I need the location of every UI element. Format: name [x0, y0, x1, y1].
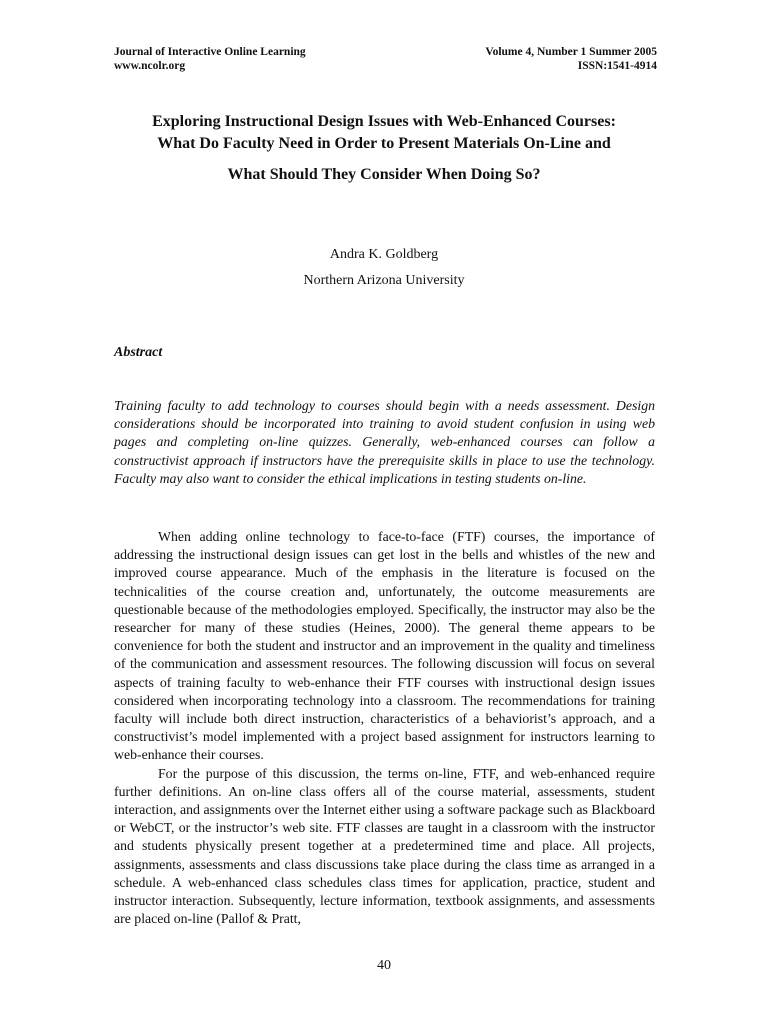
- page-number: 40: [377, 958, 391, 973]
- title-line-1: Exploring Instructional Design Issues with Web-Enhanced Courses:: [152, 113, 616, 130]
- paragraph: When adding online technology to face-to-face (FTF) courses, the importance of addressing the instructional design issues can get lost in the bells and whistles of the new and improved course appearance. Much of the emphasis in the literature is focused on the technicalities of the course creation and, unfortunately, the outcome measurements are questionable because of the methodologies employed. Specifically, the instructor may also be the researcher for many of these studies (Heines, 2000). The general theme appears to be convenience for both the student and instructor and an improvement in the quality and timeliness of the communication and assessment resources. The following discussion will focus on several aspects of training faculty to web-enhance their FTF courses with instructional design issues considered when incorporating technology into a classroom. The recommendations for training faculty will include both direct instruction, characteristics of a behaviorist’s approach, and a constructivist’s model implemented with a project based assignment for instructors learning to web-enhance their courses.: [114, 529, 655, 763]
- volume-info: Volume 4, Number 1 Summer 2005: [485, 46, 657, 58]
- journal-name: Journal of Interactive Online Learning: [114, 46, 306, 58]
- abstract-text: Training faculty to add technology to courses should begin with a needs assessment. Design considerations should be incorporated into training to avoid student confusion in using web pages and completing on-line quizzes. Generally, web-enhanced courses can follow a constructivist approach if instructors have the prerequisite skills in place to use the technology. Faculty may also want to consider the ethical implications in testing students on-line.: [114, 398, 655, 486]
- issn: ISSN:1541-4914: [577, 60, 657, 72]
- title-line-3: What Should They Consider When Doing So?: [227, 166, 541, 183]
- paragraph: For the purpose of this discussion, the terms on-line, FTF, and web-enhanced require further definitions. An on-line class offers all of the course material, assessments, student interaction, and assignments over the Internet either using a software package such as Blackboard or WebCT, or the instructor’s web site. FTF classes are taught in a classroom with the instructor and students physically present together at a predetermined time and place. All projects, assignments, assessments and class discussions take place during the class time as arranged in a schedule. A web-enhanced class schedules class times for application, practice, student and instructor interaction. Subsequently, lecture information, textbook assignments, and assessments are placed on-line (Pallof & Pratt,: [114, 765, 655, 927]
- author-affiliation: Northern Arizona University: [303, 273, 465, 288]
- running-header: [114, 45, 657, 73]
- author-block: [114, 242, 654, 294]
- title-line-2: What Do Faculty Need in Order to Present Materials On-Line and: [157, 135, 611, 152]
- paper-title: [114, 111, 654, 186]
- body-text: [114, 528, 655, 928]
- journal-website: www.ncolr.org: [114, 60, 186, 72]
- author-name: Andra K. Goldberg: [329, 247, 439, 262]
- abstract-heading: Abstract: [114, 345, 163, 360]
